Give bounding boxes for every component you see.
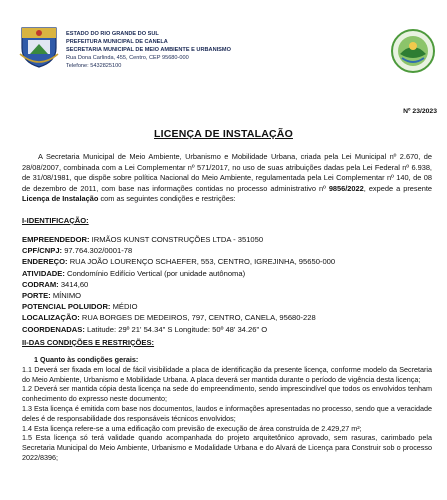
secretaria-name: SECRETARIA MUNICIPAL DE MEIO AMBIENTE E URBANISMO xyxy=(66,47,231,53)
field-row xyxy=(22,279,335,290)
page-title: LICENÇA DE INSTALAÇÃO xyxy=(154,128,293,140)
field-value: Latitude: 29º 21' 54.34" S Longitude: 50º 48' 34.26" O xyxy=(84,324,268,334)
condition-item: 1.4 Esta licença refere-se a uma edificação com previsão de execução de área construída de 2.429,27 m²; xyxy=(22,423,362,433)
document-number: Nº 23/2023 xyxy=(403,108,437,115)
field-row xyxy=(22,290,335,301)
field-label: CODRAM: xyxy=(22,279,59,289)
field-label: LOCALIZAÇÃO: xyxy=(22,313,80,323)
section-conditions-heading: II-DAS CONDIÇÕES E RESTRIÇÕES: xyxy=(22,338,155,347)
field-row xyxy=(22,245,335,256)
field-row xyxy=(22,256,335,267)
field-label: EMPREENDEDOR: xyxy=(22,235,90,244)
header-text xyxy=(66,30,231,70)
field-label: PORTE: xyxy=(22,291,51,301)
state-name: ESTADO DO RIO GRANDE DO SUL xyxy=(66,31,159,37)
field-row xyxy=(22,312,335,323)
field-label: CPF/CNPJ: xyxy=(22,246,63,256)
identification-fields xyxy=(22,234,335,335)
header-address: Rua Dona Carlinda, 455, Centro, CEP 95680-000 xyxy=(66,55,189,61)
field-value: MÍNIMO xyxy=(50,291,82,301)
section-identification-heading: I-IDENTIFICAÇÃO: xyxy=(22,216,89,225)
conditions-list xyxy=(22,355,432,463)
condition-item: 1.1 Deverá ser fixada em local de fácil visibilidade a placa de identificação da presente licença, conforme modelo da Secretaria do Meio Ambiente, Urbanismo e Mobilidade Urbana. A placa deverá ser mantida durante o período de vigência desta licença; xyxy=(22,364,432,384)
field-row xyxy=(22,268,335,279)
document-header xyxy=(0,0,447,100)
intro-end: com as seguintes condições e restrições: xyxy=(98,194,236,204)
field-label: POTENCIAL POLUIDOR: xyxy=(22,302,111,312)
field-label: ATIVIDADE: xyxy=(22,268,65,278)
field-value: MÉDIO xyxy=(110,302,138,312)
intro-text: A Secretaria Municipal de Meio Ambiente, Urbanismo e Mobilidade Urbana, criada pela Lei Municipal nº 2.670, de 28/08/2007, combinada com a Lei Complementar nº 571/2017, no uso de suas atribuições dadas pela Lei Federal nº 6.938, de 31/08/1981, que dispõe sobre política Nacional do Meio Ambiente, regulamentada pela Lei Complementar nº 140, de 08 de dezembro de 2011, com base nas informações contidas no processo administrativo nº xyxy=(22,152,432,193)
field-value: RUA JOÃO LOURENÇO SCHAEFER, 553, CENTRO, IGREJINHA, 95650-000 xyxy=(67,257,336,267)
license-name: Licença de Instalação xyxy=(22,194,99,204)
field-row xyxy=(22,324,335,335)
coat-of-arms-icon xyxy=(18,24,60,68)
field-label: COORDENADAS: xyxy=(22,324,85,334)
field-row xyxy=(22,234,335,245)
header-phone: Telefone: 5432825100 xyxy=(66,63,122,69)
field-value: Condomínio Edifício Vertical (por unidade autônoma) xyxy=(64,268,246,278)
prefeitura-name: PREFEITURA MUNICIPAL DE CANELA xyxy=(66,39,168,45)
field-value: RUA BORGES DE MEDEIROS, 797, CENTRO, CANELA, 95680-228 xyxy=(79,313,316,323)
field-value: IRMÃOS KUNST CONSTRUÇÕES LTDA - 351050 xyxy=(89,235,264,244)
process-number: 9856/2022 xyxy=(328,183,364,193)
environment-seal-icon xyxy=(390,28,436,74)
field-label: ENDEREÇO: xyxy=(22,257,68,267)
field-row xyxy=(22,301,335,312)
intro-mid: , expede a presente xyxy=(363,183,432,193)
field-value: 97.764.302/0001-78 xyxy=(62,246,133,256)
intro-paragraph xyxy=(22,152,432,205)
condition-item: 1.5 Esta licença só terá validade quando acompanhada do projeto arquitetônico aprovado, sem rasuras, carimbado pela Secretaria Municipal do Meio Ambiente, Urbanismo e Modalidade Urbana e do Alvará de Licença para Construir sob o processo 2022/8396; xyxy=(22,433,432,462)
condition-item: 1.2 Deverá ser mantida cópia desta licença na sede do empreendimento, sendo imprescindível que todos os envolvidos tenham conhecimento do expresso neste documento; xyxy=(22,384,432,404)
conditions-subheading: 1 Quanto às condições gerais: xyxy=(34,355,139,364)
field-value: 3414,60 xyxy=(58,279,89,289)
condition-item: 1.3 Esta licença é emitida com base nos documentos, laudos e informações apresentadas no processo, sendo que a veracidade deles é de responsabilidade dos responsáveis técnicos envolvidos; xyxy=(22,403,432,423)
